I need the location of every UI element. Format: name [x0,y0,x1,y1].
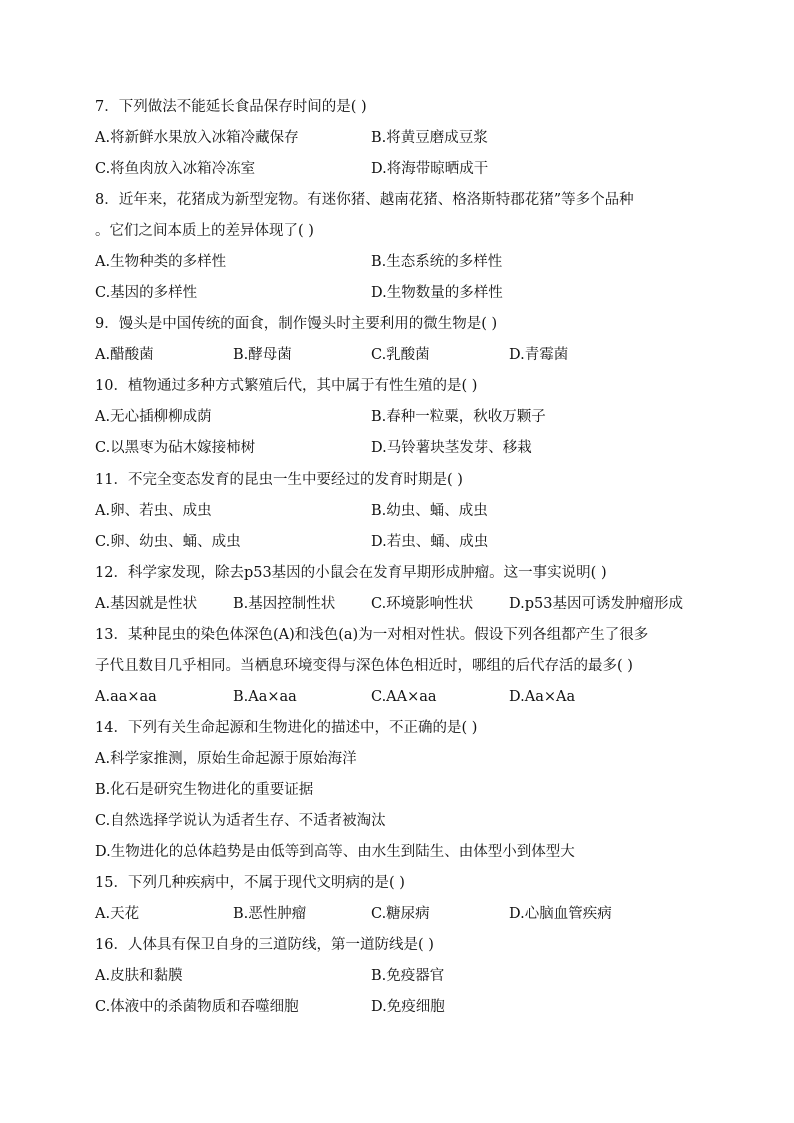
question-8-stem-line-1: 8．近年来，花猪成为新型宠物。有迷你猪、越南花猪、格洛斯特郡花猪”等多个品种 [95,192,634,208]
question-10-option-c: C.以黑枣为砧木嫁接柿树 [95,440,256,456]
question-12-option-c: C.环境影响性状 [371,596,474,612]
question-11-stem: 11．不完全变态发育的昆虫一生中要经过的发育时期是( ) [95,472,463,488]
question-12-option-a: A.基因就是性状 [95,596,198,612]
question-13-option-b: B.Aa×aa [233,689,297,705]
question-12-option-d: D.p53基因可诱发肿瘤形成 [509,596,683,612]
question-8-stem-line-2: 。它们之间本质上的差异体现了( ) [95,223,314,239]
question-10-stem: 10．植物通过多种方式繁殖后代，其中属于有性生殖的是( ) [95,378,478,394]
question-14-option-d: D.生物进化的总体趋势是由低等到高等、由水生到陆生、由体型小到体型大 [95,844,575,860]
question-15-option-b: B.恶性肿瘤 [233,906,307,922]
question-15-option-c: C.糖尿病 [371,906,430,922]
question-11-option-a: A.卵、若虫、成虫 [95,503,212,519]
question-11-option-d: D.若虫、蛹、成虫 [371,534,489,550]
question-16-stem: 16．人体具有保卫自身的三道防线，第一道防线是( ) [95,937,434,953]
question-9-option-b: B.酵母菌 [233,347,292,363]
question-16-option-a: A.皮肤和黏膜 [95,968,183,984]
question-9-option-d: D.青霉菌 [509,347,569,363]
question-15-stem: 15．下列几种疾病中，不属于现代文明病的是( ) [95,875,405,891]
question-7-option-c: C.将鱼肉放入冰箱冷冻室 [95,161,256,177]
question-8-option-d: D.生物数量的多样性 [371,285,503,301]
question-13-option-a: A.aa×aa [95,689,157,705]
question-16-option-b: B.免疫器官 [371,968,445,984]
question-14-option-a: A.科学家推测，原始生命起源于原始海洋 [95,751,357,767]
question-16-option-c: C.体液中的杀菌物质和吞噬细胞 [95,999,299,1015]
question-16-option-d: D.免疫细胞 [371,999,445,1015]
question-15-option-a: A.天花 [95,906,140,922]
question-8-option-a: A.生物种类的多样性 [95,254,227,270]
question-14-option-c: C.自然选择学说认为适者生存、不适者被淘汰 [95,813,386,829]
question-11-option-b: B.幼虫、蛹、成虫 [371,503,488,519]
question-10-option-b: B.春种一粒粟，秋收万颗子 [371,409,546,425]
question-9-option-c: C.乳酸菌 [371,347,430,363]
question-13-option-c: C.AA×aa [371,689,437,705]
question-10-option-d: D.马铃薯块茎发芽、移栽 [371,440,532,456]
question-7-option-a: A.将新鲜水果放入冰箱冷藏保存 [95,130,299,146]
question-13-stem-line-2: 子代且数目几乎相同。当栖息环境变得与深色体色相近时，哪组的后代存活的最多( ) [95,658,633,674]
question-8-option-b: B.生态系统的多样性 [371,254,503,270]
question-14-stem: 14．下列有关生命起源和生物进化的描述中，不正确的是( ) [95,720,478,736]
question-7-option-b: B.将黄豆磨成豆浆 [371,130,488,146]
question-15-option-d: D.心脑血管疾病 [509,906,612,922]
question-7-stem: 7．下列做法不能延长食品保存时间的是( ) [95,99,367,115]
question-8-option-c: C.基因的多样性 [95,285,198,301]
question-14-option-b: B.化石是研究生物进化的重要证据 [95,782,314,798]
question-13-option-d: D.Aa×Aa [509,689,576,705]
question-7-option-d: D.将海带晾晒成干 [371,161,489,177]
question-11-option-c: C.卵、幼虫、蛹、成虫 [95,534,241,550]
question-13-stem-line-1: 13．某种昆虫的染色体深色(A)和浅色(a)为一对相对性状。假设下列各组都产生了很多 [95,627,649,643]
question-9-option-a: A.醋酸菌 [95,347,154,363]
question-10-option-a: A.无心插柳柳成荫 [95,409,212,425]
question-12-stem: 12．科学家发现，除去p53基因的小鼠会在发育早期形成肿瘤。这一事实说明( ) [95,565,607,581]
question-9-stem: 9．馒头是中国传统的面食，制作馒头时主要利用的微生物是( ) [95,316,498,332]
question-12-option-b: B.基因控制性状 [233,596,336,612]
